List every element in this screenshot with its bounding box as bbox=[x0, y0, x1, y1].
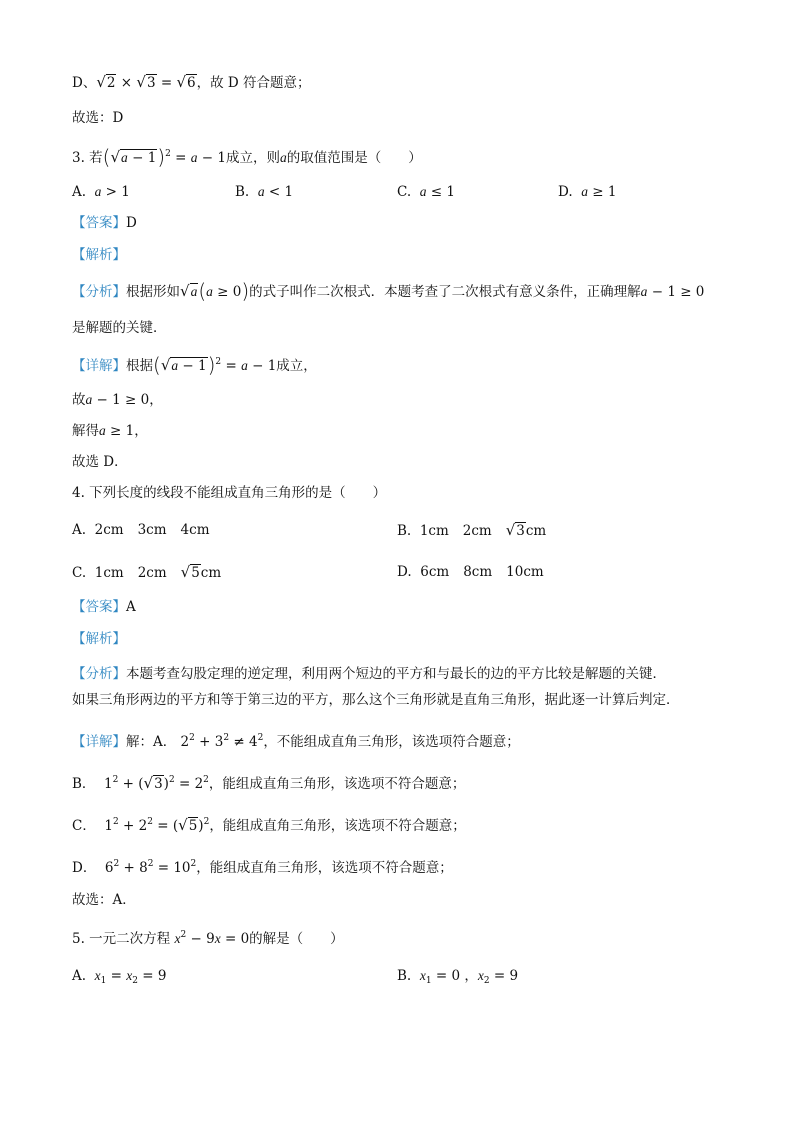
q3-step-1: 故a − 1 ≥ 0， bbox=[72, 392, 163, 408]
q3-option-b: B. a < 1 bbox=[235, 184, 294, 200]
q3-option-a: A. a > 1 bbox=[72, 184, 130, 200]
q3-fenxi-cont: 是解题的关键． bbox=[72, 320, 167, 336]
question-3-title: 3. 若$(√a - 1)^2 = a - 1$成立，则a的取值范围是（ ） bbox=[72, 145, 422, 169]
question-5-title: 5. 一元二次方程 $x^2 - 9x = 0$的解是（ ） bbox=[72, 930, 344, 947]
q5-option-a: A. $x_1 = x_2 = 9$ bbox=[72, 968, 167, 986]
q3-conclusion: 故选 D． bbox=[72, 454, 128, 470]
q4-conclusion: 故选：A． bbox=[72, 892, 136, 908]
q4-option-b: B. 1cm 2cm √3cm bbox=[397, 521, 547, 539]
q3-fenxi: 【分析】根据形如√a(a ≥ 0)的式子叫作二次根式．本题考查了二次根式有意义条件，正确理解a − 1 ≥ 0 bbox=[72, 279, 705, 303]
q4-detail-c: C． $1^2 + 2^2 = (√5)^2$，能组成直角三角形，该选项不符合题意； bbox=[72, 816, 466, 834]
q4-option-c: C. 1cm 2cm √5cm bbox=[72, 563, 222, 581]
q4-fenxi-cont: 如果三角形两边的平方和等于第三边的平方，那么这个三角形就是直角三角形，据此逐一计算后判定． bbox=[72, 692, 680, 708]
q3-answer: 【答案】D bbox=[72, 215, 137, 231]
q3-option-d: D. a ≥ 1 bbox=[558, 184, 617, 200]
q3-analysis-label: 【解析】 bbox=[72, 247, 126, 263]
q3-detail: 【详解】根据$(√a - 1)^2 = a - 1$成立， bbox=[72, 353, 317, 377]
prev-conclusion: 故选：D bbox=[72, 110, 124, 126]
q4-answer: 【答案】A bbox=[72, 599, 136, 615]
q4-detail-a: 【详解】解：A． $2^2 + 3^2 \ne 4^2$，不能组成直角三角形，该选项符合题意； bbox=[72, 733, 520, 750]
q4-fenxi: 【分析】本题考查勾股定理的逆定理，利用两个短边的平方和与最长的边的平方比较是解题的关键． bbox=[72, 666, 666, 682]
q3-step-2: 解得a ≥ 1， bbox=[72, 423, 148, 439]
q5-option-b: B. $x_1 = 0$ ，$x_2 = 9$ bbox=[397, 968, 519, 986]
q4-detail-d: D． $6^2 + 8^2 = 10^2$，能组成直角三角形，该选项不符合题意； bbox=[72, 859, 453, 876]
q4-option-a: A. 2cm 3cm 4cm bbox=[72, 522, 210, 538]
q4-analysis-label: 【解析】 bbox=[72, 631, 126, 647]
q3-option-c: C. a ≤ 1 bbox=[397, 184, 455, 200]
math-sqrt2: √2 bbox=[96, 73, 116, 91]
question-4-title: 4. 下列长度的线段不能组成直角三角形的是（ ） bbox=[72, 485, 387, 501]
q4-detail-b: B． $1^2 + (√3)^2 = 2^2$，能组成直角三角形，该选项不符合题意； bbox=[72, 774, 466, 792]
prev-option-d-line: D、√2 × √3 = √6，故 D 符合题意； bbox=[72, 73, 311, 91]
q4-option-d: D. 6cm 8cm 10cm bbox=[397, 564, 544, 580]
